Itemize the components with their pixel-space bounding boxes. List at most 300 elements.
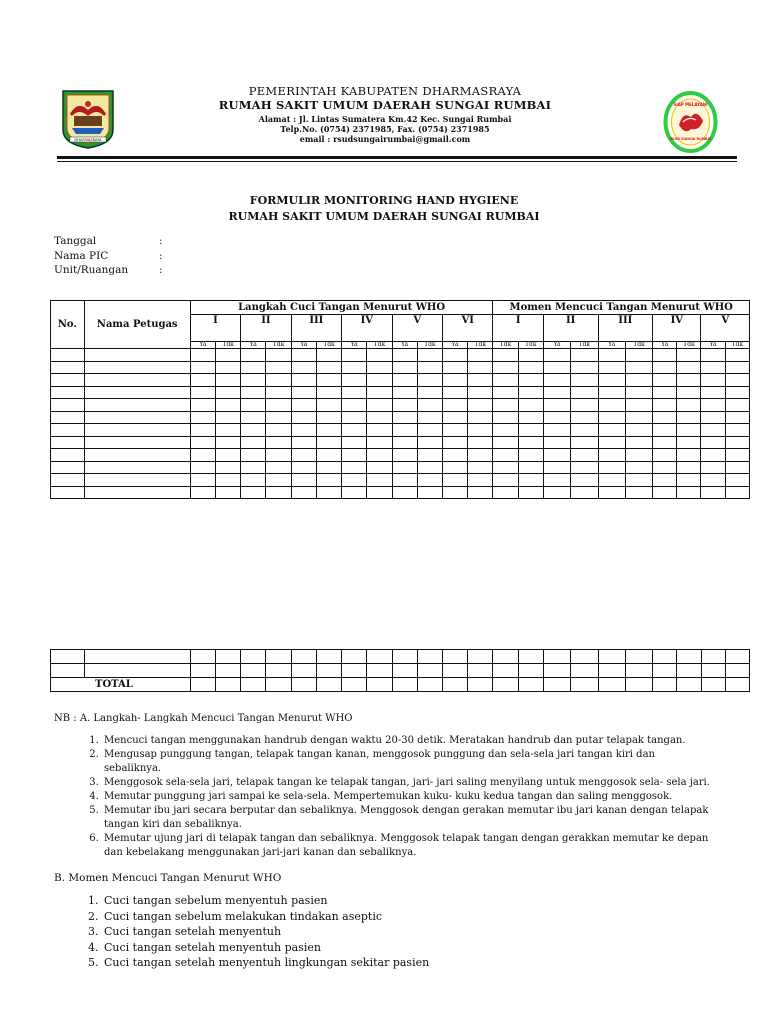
table-cell[interactable]	[598, 436, 625, 449]
table-cell[interactable]	[215, 461, 240, 474]
table-cell[interactable]	[367, 361, 392, 374]
table-cell[interactable]	[392, 399, 417, 412]
table-cell[interactable]	[51, 486, 85, 499]
table-cell[interactable]	[701, 436, 725, 449]
table-cell[interactable]	[342, 386, 367, 399]
table-cell[interactable]	[653, 349, 677, 362]
table-cell[interactable]	[241, 650, 266, 664]
table-cell[interactable]	[367, 650, 392, 664]
table-cell[interactable]	[468, 386, 493, 399]
table-cell[interactable]	[653, 411, 677, 424]
table-cell[interactable]	[392, 424, 417, 437]
table-cell[interactable]	[543, 386, 570, 399]
table-cell[interactable]	[266, 386, 291, 399]
table-cell[interactable]	[342, 449, 367, 462]
table-cell[interactable]	[342, 664, 367, 678]
table-cell[interactable]	[367, 474, 392, 487]
table-cell[interactable]	[316, 349, 341, 362]
table-cell[interactable]	[677, 399, 701, 412]
table-cell[interactable]	[190, 374, 215, 387]
table-cell[interactable]	[84, 486, 190, 499]
table-cell[interactable]	[493, 374, 518, 387]
table-cell[interactable]	[625, 386, 652, 399]
table-cell[interactable]	[215, 486, 240, 499]
table-cell[interactable]	[653, 436, 677, 449]
table-cell[interactable]	[241, 461, 266, 474]
table-cell[interactable]	[518, 374, 543, 387]
table-cell[interactable]	[543, 486, 570, 499]
table-cell[interactable]	[84, 349, 190, 362]
total-cell[interactable]	[625, 678, 652, 692]
table-cell[interactable]	[725, 436, 749, 449]
table-cell[interactable]	[518, 474, 543, 487]
table-cell[interactable]	[342, 436, 367, 449]
table-cell[interactable]	[316, 374, 341, 387]
table-cell[interactable]	[442, 411, 467, 424]
table-cell[interactable]	[493, 474, 518, 487]
table-cell[interactable]	[392, 386, 417, 399]
table-cell[interactable]	[598, 461, 625, 474]
field-unit-ruangan[interactable]	[54, 263, 163, 278]
table-cell[interactable]	[392, 374, 417, 387]
table-cell[interactable]	[598, 386, 625, 399]
table-cell[interactable]	[493, 386, 518, 399]
table-cell[interactable]	[417, 664, 442, 678]
table-cell[interactable]	[677, 424, 701, 437]
table-cell[interactable]	[84, 399, 190, 412]
table-cell[interactable]	[442, 349, 467, 362]
table-cell[interactable]	[518, 424, 543, 437]
table-cell[interactable]	[653, 664, 677, 678]
table-cell[interactable]	[51, 664, 85, 678]
table-cell[interactable]	[653, 386, 677, 399]
table-cell[interactable]	[367, 424, 392, 437]
table-cell[interactable]	[625, 374, 652, 387]
table-cell[interactable]	[493, 486, 518, 499]
table-cell[interactable]	[493, 449, 518, 462]
table-cell[interactable]	[598, 474, 625, 487]
total-cell[interactable]	[316, 678, 341, 692]
table-cell[interactable]	[190, 386, 215, 399]
table-cell[interactable]	[442, 486, 467, 499]
table-cell[interactable]	[493, 650, 518, 664]
table-cell[interactable]	[701, 349, 725, 362]
total-cell[interactable]	[266, 678, 291, 692]
table-cell[interactable]	[493, 436, 518, 449]
table-cell[interactable]	[84, 411, 190, 424]
table-cell[interactable]	[468, 361, 493, 374]
table-cell[interactable]	[625, 361, 652, 374]
table-cell[interactable]	[190, 411, 215, 424]
table-cell[interactable]	[392, 349, 417, 362]
table-cell[interactable]	[316, 436, 341, 449]
table-cell[interactable]	[677, 374, 701, 387]
table-cell[interactable]	[266, 411, 291, 424]
table-cell[interactable]	[543, 349, 570, 362]
table-cell[interactable]	[51, 436, 85, 449]
table-cell[interactable]	[543, 424, 570, 437]
table-cell[interactable]	[468, 486, 493, 499]
table-cell[interactable]	[543, 411, 570, 424]
table-cell[interactable]	[677, 349, 701, 362]
table-cell[interactable]	[316, 411, 341, 424]
table-cell[interactable]	[518, 650, 543, 664]
table-cell[interactable]	[241, 374, 266, 387]
table-cell[interactable]	[190, 424, 215, 437]
table-cell[interactable]	[266, 399, 291, 412]
table-cell[interactable]	[266, 474, 291, 487]
total-cell[interactable]	[493, 678, 518, 692]
table-cell[interactable]	[291, 436, 316, 449]
table-cell[interactable]	[190, 436, 215, 449]
table-cell[interactable]	[725, 424, 749, 437]
table-cell[interactable]	[190, 349, 215, 362]
table-cell[interactable]	[84, 650, 190, 664]
table-cell[interactable]	[291, 411, 316, 424]
table-cell[interactable]	[190, 449, 215, 462]
table-cell[interactable]	[677, 411, 701, 424]
table-cell[interactable]	[417, 424, 442, 437]
table-cell[interactable]	[84, 436, 190, 449]
table-cell[interactable]	[84, 361, 190, 374]
table-cell[interactable]	[653, 474, 677, 487]
table-cell[interactable]	[316, 399, 341, 412]
table-cell[interactable]	[701, 461, 725, 474]
table-cell[interactable]	[543, 650, 570, 664]
table-cell[interactable]	[571, 349, 598, 362]
table-cell[interactable]	[417, 349, 442, 362]
table-cell[interactable]	[493, 361, 518, 374]
table-cell[interactable]	[653, 374, 677, 387]
table-cell[interactable]	[468, 449, 493, 462]
table-cell[interactable]	[392, 436, 417, 449]
table-cell[interactable]	[677, 361, 701, 374]
table-cell[interactable]	[316, 386, 341, 399]
table-cell[interactable]	[442, 399, 467, 412]
table-cell[interactable]	[291, 349, 316, 362]
table-cell[interactable]	[625, 436, 652, 449]
table-cell[interactable]	[701, 361, 725, 374]
table-cell[interactable]	[701, 449, 725, 462]
total-cell[interactable]	[598, 678, 625, 692]
table-cell[interactable]	[241, 449, 266, 462]
table-cell[interactable]	[392, 650, 417, 664]
table-cell[interactable]	[598, 349, 625, 362]
table-cell[interactable]	[653, 399, 677, 412]
table-cell[interactable]	[518, 449, 543, 462]
table-cell[interactable]	[367, 664, 392, 678]
table-cell[interactable]	[468, 399, 493, 412]
table-cell[interactable]	[316, 486, 341, 499]
total-cell[interactable]	[367, 678, 392, 692]
table-cell[interactable]	[417, 411, 442, 424]
table-cell[interactable]	[571, 449, 598, 462]
table-cell[interactable]	[625, 449, 652, 462]
table-cell[interactable]	[84, 474, 190, 487]
table-cell[interactable]	[84, 461, 190, 474]
table-cell[interactable]	[701, 386, 725, 399]
table-cell[interactable]	[598, 399, 625, 412]
table-cell[interactable]	[725, 399, 749, 412]
table-cell[interactable]	[518, 664, 543, 678]
table-cell[interactable]	[571, 461, 598, 474]
table-cell[interactable]	[543, 436, 570, 449]
table-cell[interactable]	[51, 474, 85, 487]
table-cell[interactable]	[701, 424, 725, 437]
table-cell[interactable]	[367, 486, 392, 499]
table-cell[interactable]	[190, 361, 215, 374]
table-cell[interactable]	[571, 474, 598, 487]
table-cell[interactable]	[316, 424, 341, 437]
table-cell[interactable]	[241, 474, 266, 487]
table-cell[interactable]	[291, 374, 316, 387]
table-cell[interactable]	[291, 386, 316, 399]
table-cell[interactable]	[468, 374, 493, 387]
table-cell[interactable]	[725, 411, 749, 424]
total-cell[interactable]	[241, 678, 266, 692]
table-cell[interactable]	[342, 474, 367, 487]
table-cell[interactable]	[571, 411, 598, 424]
table-cell[interactable]	[493, 349, 518, 362]
table-cell[interactable]	[241, 486, 266, 499]
table-cell[interactable]	[215, 411, 240, 424]
table-cell[interactable]	[316, 650, 341, 664]
total-cell[interactable]	[653, 678, 677, 692]
table-cell[interactable]	[468, 424, 493, 437]
table-cell[interactable]	[190, 650, 215, 664]
table-cell[interactable]	[291, 461, 316, 474]
table-cell[interactable]	[215, 424, 240, 437]
table-cell[interactable]	[468, 436, 493, 449]
total-cell[interactable]	[543, 678, 570, 692]
total-cell[interactable]	[518, 678, 543, 692]
table-cell[interactable]	[442, 449, 467, 462]
table-cell[interactable]	[677, 474, 701, 487]
table-cell[interactable]	[241, 664, 266, 678]
table-cell[interactable]	[571, 664, 598, 678]
total-cell[interactable]	[442, 678, 467, 692]
table-cell[interactable]	[291, 399, 316, 412]
table-cell[interactable]	[442, 436, 467, 449]
table-cell[interactable]	[266, 436, 291, 449]
total-cell[interactable]	[342, 678, 367, 692]
table-cell[interactable]	[543, 449, 570, 462]
table-cell[interactable]	[518, 349, 543, 362]
table-cell[interactable]	[442, 474, 467, 487]
table-cell[interactable]	[677, 436, 701, 449]
table-cell[interactable]	[215, 386, 240, 399]
table-cell[interactable]	[51, 461, 85, 474]
table-cell[interactable]	[468, 411, 493, 424]
table-cell[interactable]	[701, 411, 725, 424]
table-cell[interactable]	[571, 650, 598, 664]
table-cell[interactable]	[625, 349, 652, 362]
table-cell[interactable]	[653, 461, 677, 474]
table-cell[interactable]	[518, 436, 543, 449]
table-cell[interactable]	[677, 664, 701, 678]
table-cell[interactable]	[468, 650, 493, 664]
table-cell[interactable]	[598, 486, 625, 499]
table-cell[interactable]	[291, 650, 316, 664]
total-cell[interactable]	[677, 678, 701, 692]
total-cell[interactable]	[216, 678, 241, 692]
table-cell[interactable]	[51, 349, 85, 362]
table-cell[interactable]	[571, 436, 598, 449]
table-cell[interactable]	[725, 361, 749, 374]
table-cell[interactable]	[493, 399, 518, 412]
table-cell[interactable]	[417, 374, 442, 387]
table-cell[interactable]	[725, 486, 749, 499]
table-cell[interactable]	[625, 474, 652, 487]
table-cell[interactable]	[417, 399, 442, 412]
table-cell[interactable]	[241, 361, 266, 374]
table-cell[interactable]	[215, 449, 240, 462]
table-cell[interactable]	[701, 374, 725, 387]
table-cell[interactable]	[342, 461, 367, 474]
table-cell[interactable]	[215, 374, 240, 387]
table-cell[interactable]	[725, 386, 749, 399]
table-cell[interactable]	[677, 449, 701, 462]
table-cell[interactable]	[316, 461, 341, 474]
table-cell[interactable]	[725, 374, 749, 387]
table-cell[interactable]	[417, 486, 442, 499]
table-cell[interactable]	[266, 461, 291, 474]
table-cell[interactable]	[266, 349, 291, 362]
table-cell[interactable]	[291, 664, 316, 678]
total-cell[interactable]	[417, 678, 442, 692]
table-cell[interactable]	[677, 386, 701, 399]
table-cell[interactable]	[543, 361, 570, 374]
table-cell[interactable]	[442, 361, 467, 374]
table-cell[interactable]	[266, 650, 291, 664]
table-cell[interactable]	[701, 399, 725, 412]
table-cell[interactable]	[493, 664, 518, 678]
table-cell[interactable]	[571, 361, 598, 374]
table-cell[interactable]	[518, 386, 543, 399]
table-cell[interactable]	[241, 436, 266, 449]
table-cell[interactable]	[701, 664, 725, 678]
table-cell[interactable]	[518, 361, 543, 374]
total-cell[interactable]	[468, 678, 493, 692]
table-cell[interactable]	[653, 361, 677, 374]
table-cell[interactable]	[291, 486, 316, 499]
table-cell[interactable]	[316, 449, 341, 462]
table-cell[interactable]	[367, 399, 392, 412]
table-cell[interactable]	[392, 361, 417, 374]
table-cell[interactable]	[316, 474, 341, 487]
table-cell[interactable]	[543, 374, 570, 387]
table-cell[interactable]	[51, 424, 85, 437]
table-cell[interactable]	[725, 349, 749, 362]
table-cell[interactable]	[367, 449, 392, 462]
table-cell[interactable]	[442, 650, 467, 664]
table-cell[interactable]	[725, 664, 749, 678]
table-cell[interactable]	[342, 650, 367, 664]
table-cell[interactable]	[51, 386, 85, 399]
table-cell[interactable]	[417, 449, 442, 462]
table-cell[interactable]	[493, 411, 518, 424]
table-cell[interactable]	[493, 461, 518, 474]
table-cell[interactable]	[392, 449, 417, 462]
table-cell[interactable]	[241, 399, 266, 412]
table-cell[interactable]	[266, 664, 291, 678]
table-cell[interactable]	[84, 424, 190, 437]
table-cell[interactable]	[625, 650, 652, 664]
table-cell[interactable]	[625, 411, 652, 424]
table-cell[interactable]	[190, 474, 215, 487]
table-cell[interactable]	[342, 424, 367, 437]
table-cell[interactable]	[653, 449, 677, 462]
total-cell[interactable]	[392, 678, 417, 692]
table-cell[interactable]	[215, 399, 240, 412]
total-cell[interactable]	[571, 678, 598, 692]
table-cell[interactable]	[392, 486, 417, 499]
table-cell[interactable]	[190, 461, 215, 474]
table-cell[interactable]	[417, 650, 442, 664]
table-cell[interactable]	[215, 436, 240, 449]
table-cell[interactable]	[571, 399, 598, 412]
table-cell[interactable]	[417, 474, 442, 487]
table-cell[interactable]	[625, 486, 652, 499]
table-cell[interactable]	[342, 374, 367, 387]
table-cell[interactable]	[266, 374, 291, 387]
table-cell[interactable]	[291, 474, 316, 487]
table-cell[interactable]	[84, 664, 190, 678]
table-cell[interactable]	[51, 650, 85, 664]
table-cell[interactable]	[367, 386, 392, 399]
table-cell[interactable]	[51, 411, 85, 424]
table-cell[interactable]	[598, 449, 625, 462]
table-cell[interactable]	[84, 449, 190, 462]
table-cell[interactable]	[316, 664, 341, 678]
total-cell[interactable]	[701, 678, 725, 692]
table-cell[interactable]	[342, 349, 367, 362]
table-cell[interactable]	[442, 664, 467, 678]
table-cell[interactable]	[543, 664, 570, 678]
table-cell[interactable]	[342, 486, 367, 499]
table-cell[interactable]	[598, 664, 625, 678]
table-cell[interactable]	[625, 399, 652, 412]
table-cell[interactable]	[518, 461, 543, 474]
table-cell[interactable]	[84, 374, 190, 387]
table-cell[interactable]	[215, 361, 240, 374]
table-cell[interactable]	[367, 461, 392, 474]
table-cell[interactable]	[367, 411, 392, 424]
table-cell[interactable]	[653, 424, 677, 437]
table-cell[interactable]	[216, 650, 241, 664]
table-cell[interactable]	[342, 399, 367, 412]
table-cell[interactable]	[518, 486, 543, 499]
table-cell[interactable]	[701, 486, 725, 499]
table-cell[interactable]	[392, 664, 417, 678]
table-cell[interactable]	[543, 461, 570, 474]
table-cell[interactable]	[468, 664, 493, 678]
table-cell[interactable]	[266, 486, 291, 499]
table-cell[interactable]	[241, 424, 266, 437]
table-cell[interactable]	[84, 386, 190, 399]
table-cell[interactable]	[598, 411, 625, 424]
table-cell[interactable]	[367, 436, 392, 449]
table-cell[interactable]	[571, 486, 598, 499]
table-cell[interactable]	[241, 349, 266, 362]
table-cell[interactable]	[725, 650, 749, 664]
table-cell[interactable]	[51, 374, 85, 387]
table-cell[interactable]	[417, 386, 442, 399]
table-cell[interactable]	[291, 424, 316, 437]
table-cell[interactable]	[417, 361, 442, 374]
table-cell[interactable]	[215, 474, 240, 487]
table-cell[interactable]	[190, 664, 215, 678]
